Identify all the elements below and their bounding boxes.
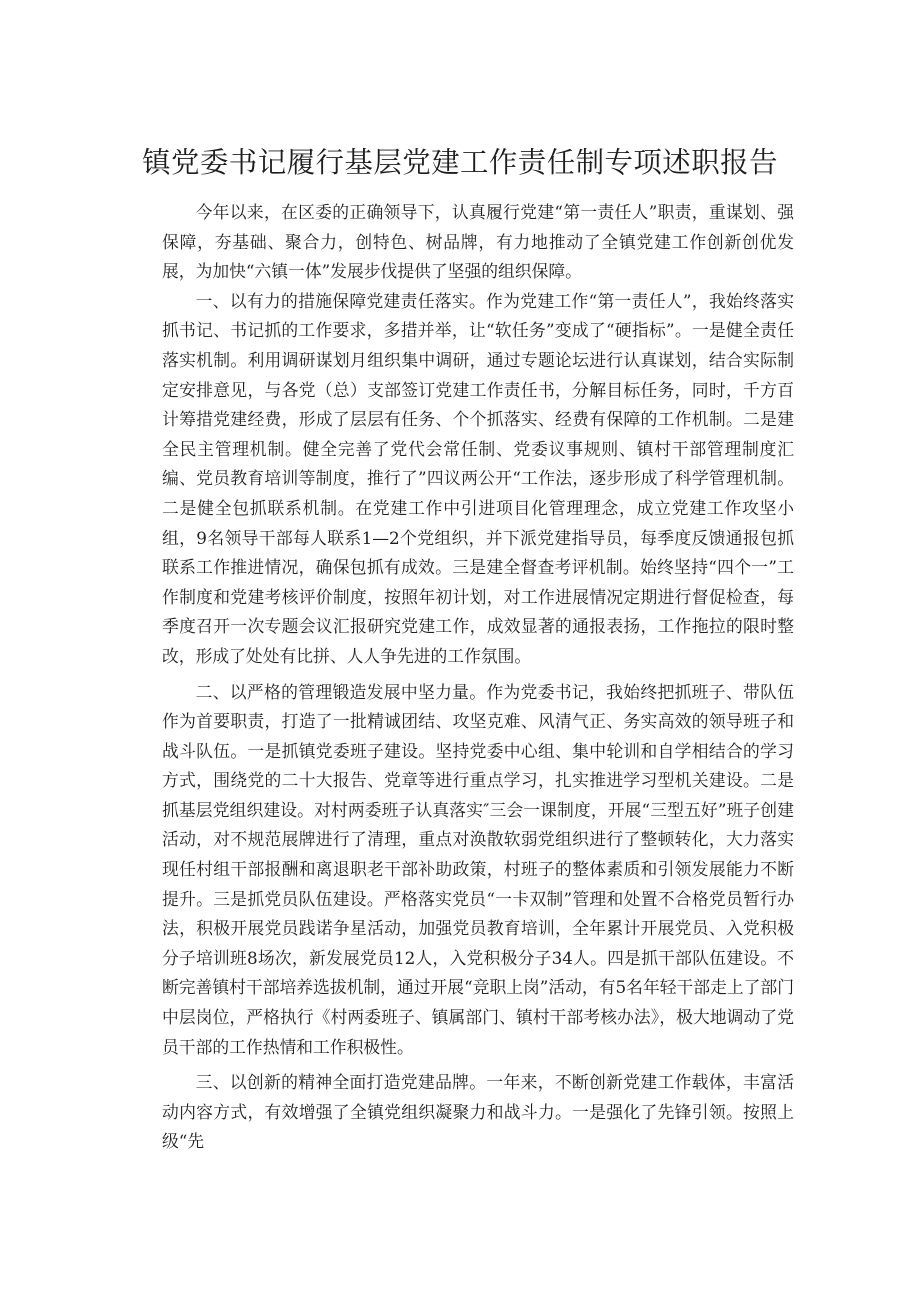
document-body bbox=[162, 198, 794, 1157]
paragraph-section-3: 三、以创新的精神全面打造党建品牌。一年来，不断创新党建工作载体，丰富活动内容方式，有效增强了全镇党组织凝聚力和战斗力。一是强化了先锋引领。按照上级“先 bbox=[162, 1072, 794, 1152]
document-title: 镇党委书记履行基层党建工作责任制专项述职报告 bbox=[142, 146, 778, 179]
paragraph-section-1: 一、以有力的措施保障党建责任落实。作为党建工作“第一责任人”，我始终落实抓书记、书记抓的工作要求，多措并举，让“软任务”变成了“硬指标”。一是健全责任落实机制。利用调研谋划月组织集中调研，通过专题论坛进行认真谋划，结合实际制定安排意见，与各党（总）支部签订党建工作责任书，分解目标任务，同时，千方百计筹措党建经费，形成了层层有任务、个个抓落实、经费有保障的工作机制。二是建全民主管理机制。健全完善了党代会常任制、党委议事规则、镇村干部管理制度汇编、党员教育培训等制度，推行了”四议两公开“工作法，逐步形成了科学管理机制。二是健全包抓联系机制。在党建工作中引进项目化管理理念，成立党建工作攻坚小组，9名领导干部每人联系1—2个党组织，并下派党建指导员，每季度反馈通报包抓联系工作推进情况，确保包抓有成效。三是建全督查考评机制。始终坚持“四个一”工作制度和党建考核评价制度，按照年初计划，对工作进展情况定期进行督促检查，每季度召开一次专题会议汇报研究党建工作，成效显著的通报表扬，工作拖拉的限时整改，形成了处处有比拼、人人争先进的工作氛围。 bbox=[162, 290, 794, 666]
paragraph-section-2: 二、以严格的管理锻造发展中坚力量。作为党委书记，我始终把抓班子、带队伍作为首要职责，打造了一批精诚团结、攻坚克难、风清气正、务实高效的领导班子和战斗队伍。一是抓镇党委班子建设。坚持党委中心组、集中轮训和自学相结合的学习方式，围绕党的二十大报告、党章等进行重点学习，扎实推进学习型机关建设。二是抓基层党组织建设。对村两委班子认真落实″三会一课制度，开展“三型五好”班子创建活动，对不规范展牌进行了清理，重点对涣散软弱党组织进行了整顿转化，大力落实现任村组干部报酬和离退职老干部补助政策，村班子的整体素质和引领发展能力不断提升。三是抓党员队伍建设。严格落实党员“一卡双制”管理和处置不合格党员暂行办法，积极开展党员践诺争星活动，加强党员教育培训，全年累计开展党员、入党积极分子培训班8场次，新发展党员12人，入党积极分子34人。四是抓干部队伍建设。不断完善镇村干部培养选拔机制，通过开展“竞职上岗”活动，有5名年轻干部走上了部门中层岗位，严格执行《村两委班子、镇属部门、镇村干部考核办法》，极大地调动了党员干部的工作热情和工作积极性。 bbox=[162, 681, 794, 1057]
paragraph-intro: 今年以来，在区委的正确领导下，认真履行党建“第一责任人”职责，重谋划、强保障，夯基础、聚合力，创特色、树品牌，有力地推动了全镇党建工作创新创优发展，为加快“六镇一体”发展步伐提供了坚强的组织保障。 bbox=[162, 202, 794, 282]
